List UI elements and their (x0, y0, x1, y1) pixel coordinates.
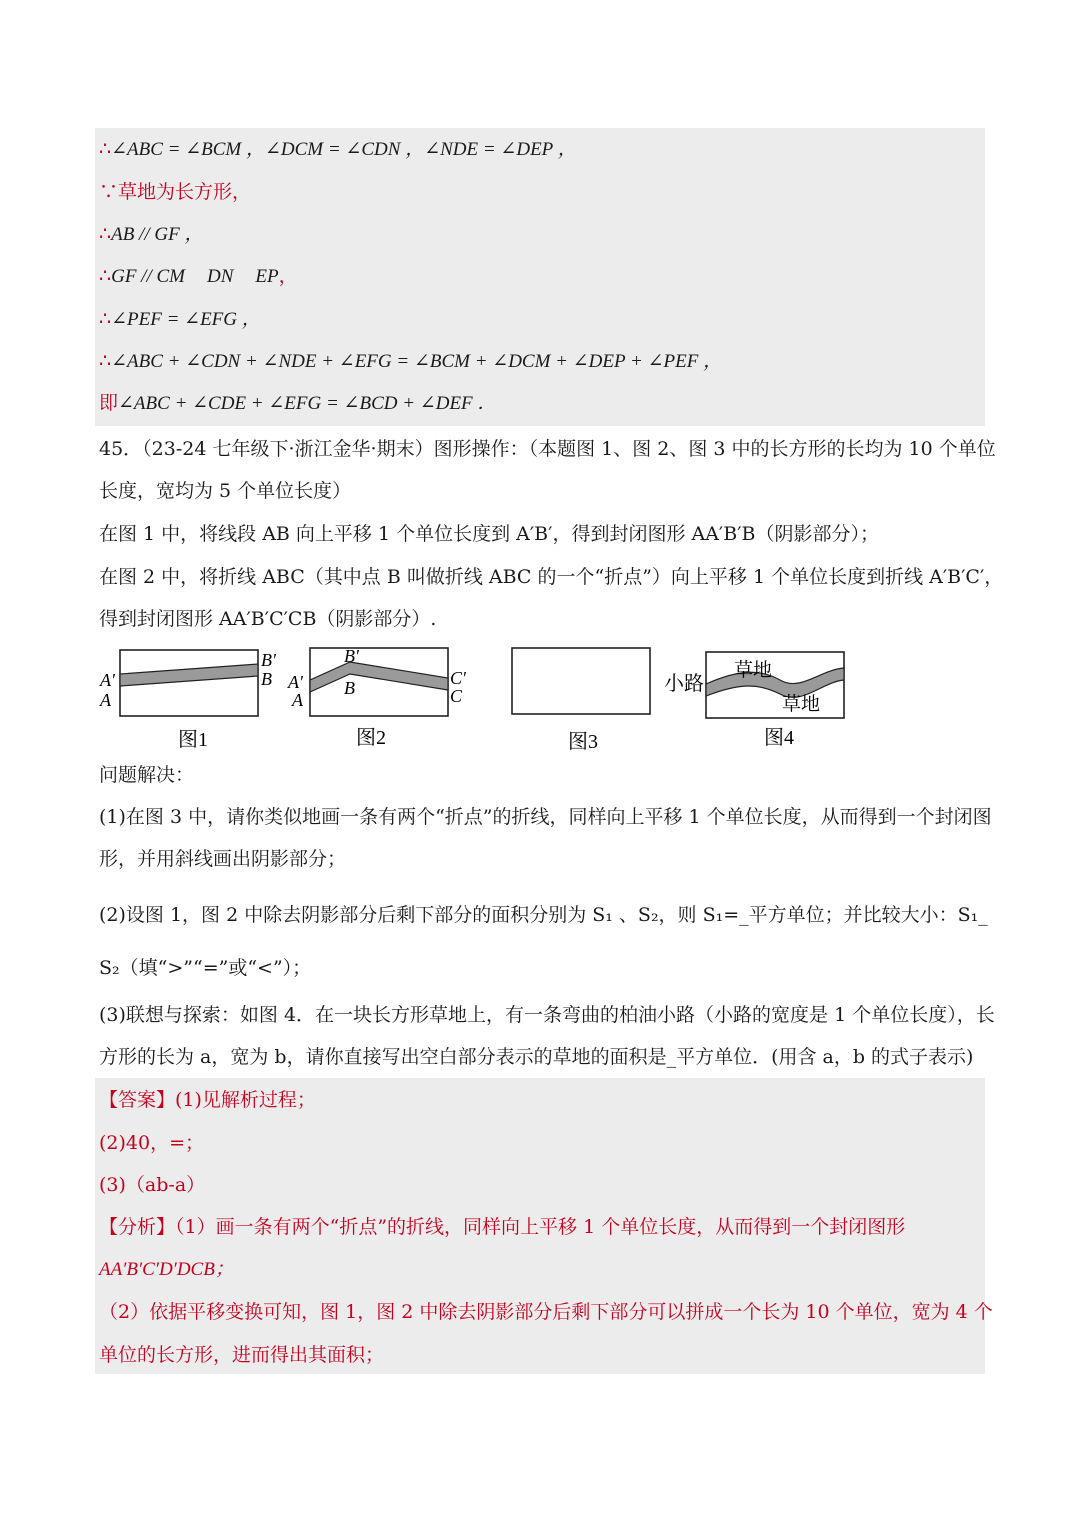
question-3-line-1: (3)联想与探索：如图 4．在一块长方形草地上，有一条弯曲的柏油小路（小路的宽度是 1 个单位长度），长 (99, 1004, 995, 1026)
problem-title-line-2: 长度，宽均为 5 个单位长度） (99, 480, 352, 502)
figure-4 (662, 640, 852, 764)
figure-1-caption: 图1 (178, 729, 208, 751)
question-3-line-2: 方形的长为 a，宽为 b，请你直接写出空白部分表示的草地的面积是_平方单位．(用含 a，b 的式子表示) (99, 1046, 974, 1068)
label-a-prime: A′ (288, 672, 303, 692)
figure-3-diagram (508, 640, 658, 760)
figure-2-caption: 图2 (356, 727, 386, 749)
analysis-line-3: （2）依据平移变换可知，图 1，图 2 中除去阴影部分后剩下部分可以拼成一个长为 10 个单位，宽为 4 个 (99, 1301, 993, 1323)
label-a-prime: A′ (100, 670, 115, 690)
analysis-line-4: 单位的长方形，进而得出其面积； (99, 1344, 385, 1366)
answer-line-3: (3)（ab-a） (99, 1174, 206, 1196)
question-2-line-1: (2)设图 1，图 2 中除去阴影部分后剩下部分的面积分别为 S₁ 、S₂，则 S₁=_平方单位；并比较大小：S₁_ (99, 904, 988, 926)
figure-4-diagram (662, 640, 852, 760)
label-a: A (100, 690, 111, 710)
label-c: C (450, 686, 463, 706)
solution-line-4: ∴GF // CM DN EP， (99, 265, 298, 287)
figure-2 (286, 640, 476, 764)
analysis-line-2: AA′B′C′D′DCB； (99, 1259, 234, 1280)
figure-4-caption: 图4 (764, 727, 794, 749)
figure-2-diagram (286, 640, 476, 760)
fig1-description: 在图 1 中，将线段 AB 向上平移 1 个单位长度到 A′B′，得到封闭图形 AA′B′B（阴影部分）； (99, 523, 879, 545)
question-2-line-2: S₂（填“>”“=”或“<”）； (99, 957, 312, 979)
label-b: B (344, 678, 355, 698)
question-1-line-2: 形，并用斜线画出阴影部分； (99, 848, 347, 870)
label-b: B (261, 669, 272, 689)
figure-3-caption: 图3 (568, 731, 598, 753)
fig2-description-line-2: 得到封闭图形 AA′B′C′CB（阴影部分）. (99, 608, 437, 630)
solution-line-6: ∴∠ABC + ∠CDN + ∠NDE + ∠EFG = ∠BCM + ∠DCM + ∠DEP + ∠PEF ， (99, 350, 723, 372)
answer-line-1: 【答案】(1)见解析过程； (99, 1089, 316, 1111)
solution-line-5: ∴∠PEF = ∠EFG ， (99, 308, 261, 330)
figure-3 (508, 640, 658, 764)
label-a: A (292, 690, 303, 710)
question-1-line-1: (1)在图 3 中，请你类似地画一条有两个“折点”的折线，同样向上平移 1 个单位长度，从而得到一个封闭图 (99, 806, 992, 828)
solution-line-7: 即∠ABC + ∠CDE + ∠EFG = ∠BCD + ∠DEF ． (99, 392, 497, 414)
problem-title-line-1: 45．（23-24 七年级下·浙江金华·期末）图形操作：（本题图 1、图 2、图 3 中的长方形的长均为 10 个单位 (99, 438, 996, 460)
label-b-prime: B′ (344, 646, 359, 666)
grass-label-bottom: 草地 (782, 694, 821, 715)
fig2-description-line-1: 在图 2 中，将折线 ABC（其中点 B 叫做折线 ABC 的一个“折点”）向上平移 1 个单位长度到折线 A′B′C′， (99, 566, 1004, 588)
grass-label-top: 草地 (734, 660, 773, 681)
label-b-prime: B′ (261, 650, 276, 670)
solve-heading: 问题解决： (99, 764, 195, 786)
answer-line-2: (2)40，=； (99, 1132, 205, 1154)
solution-line-1: ∴∠ABC = ∠BCM ，∠DCM = ∠CDN ，∠NDE = ∠DEP ， (99, 138, 577, 160)
path-label: 小路 (664, 673, 704, 695)
figure-1 (98, 640, 288, 764)
figure-1-diagram (98, 640, 288, 760)
solution-line-3: ∴AB // GF ， (99, 223, 204, 245)
solution-line-2: ∵草地为长方形， (99, 181, 252, 203)
analysis-line-1: 【分析】（1）画一条有两个“折点”的折线，同样向上平移 1 个单位长度，从而得到一个封闭图形 (99, 1216, 906, 1238)
label-c-prime: C′ (450, 668, 466, 688)
